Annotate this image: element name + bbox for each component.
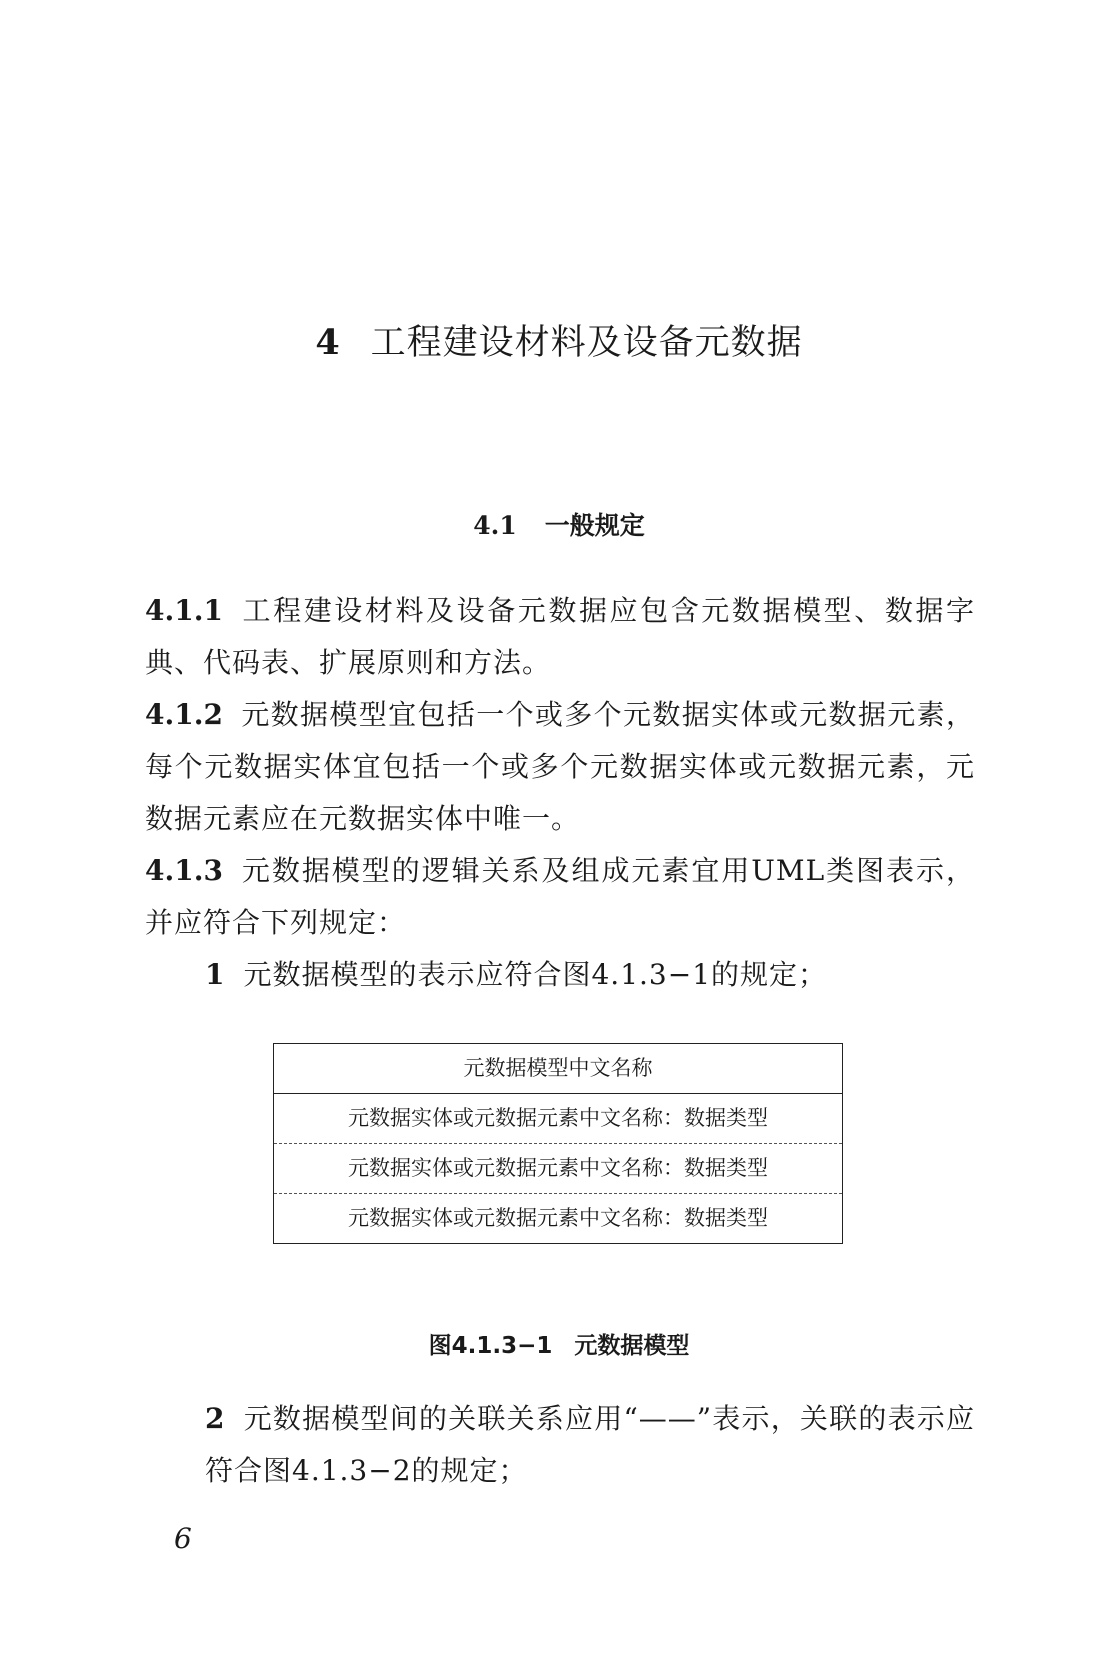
uml-class-box — [273, 1043, 843, 1244]
figure-title: 元数据模型 — [574, 1333, 690, 1359]
clause-4-1-1 — [145, 585, 975, 689]
list-item-2 — [145, 1393, 975, 1497]
clause-text: 元数据模型的逻辑关系及组成元素宜用UML类图表示，并应符合下列规定： — [145, 854, 975, 939]
clause-4-1-3 — [145, 845, 975, 949]
clause-text: 元数据模型宜包括一个或多个元数据实体或元数据元素，每个元数据实体宜包括一个或多个元数据实体或元数据元素，元数据元素应在元数据实体中唯一。 — [145, 698, 975, 835]
clause-4-1-2 — [145, 689, 975, 845]
chapter-number: 4 — [315, 322, 341, 363]
item-number: 2 — [205, 1402, 226, 1435]
item-number: 1 — [205, 958, 226, 991]
body-text — [145, 585, 975, 1001]
chapter-title-text: 工程建设材料及设备元数据 — [370, 323, 803, 363]
list-item-1 — [145, 949, 975, 1001]
body-text-continued — [145, 1393, 975, 1497]
page-number: 6 — [174, 1522, 192, 1555]
item-text: 元数据模型的表示应符合图4.1.3−1的规定； — [243, 958, 828, 991]
section-title — [0, 508, 1118, 544]
item-text: 元数据模型间的关联关系应用“——”表示，关联的表示应符合图4.1.3−2的规定； — [205, 1402, 975, 1487]
uml-class-name: 元数据模型中文名称 — [274, 1044, 842, 1094]
uml-attribute-row: 元数据实体或元数据元素中文名称：数据类型 — [348, 1106, 768, 1130]
section-number: 4.1 — [473, 511, 517, 540]
section-title-text: 一般规定 — [544, 511, 645, 540]
uml-attribute-row: 元数据实体或元数据元素中文名称：数据类型 — [274, 1193, 842, 1243]
clause-text: 工程建设材料及设备元数据应包含元数据模型、数据字典、代码表、扩展原则和方法。 — [145, 594, 975, 679]
figure-caption — [0, 1330, 1118, 1362]
figure-number: 图4.1.3−1 — [428, 1333, 553, 1359]
clause-number: 4.1.2 — [145, 698, 223, 731]
uml-attribute-row: 元数据实体或元数据元素中文名称：数据类型 — [274, 1143, 842, 1193]
clause-number: 4.1.3 — [145, 854, 223, 887]
chapter-title — [0, 318, 1118, 368]
clause-number: 4.1.1 — [145, 594, 223, 627]
